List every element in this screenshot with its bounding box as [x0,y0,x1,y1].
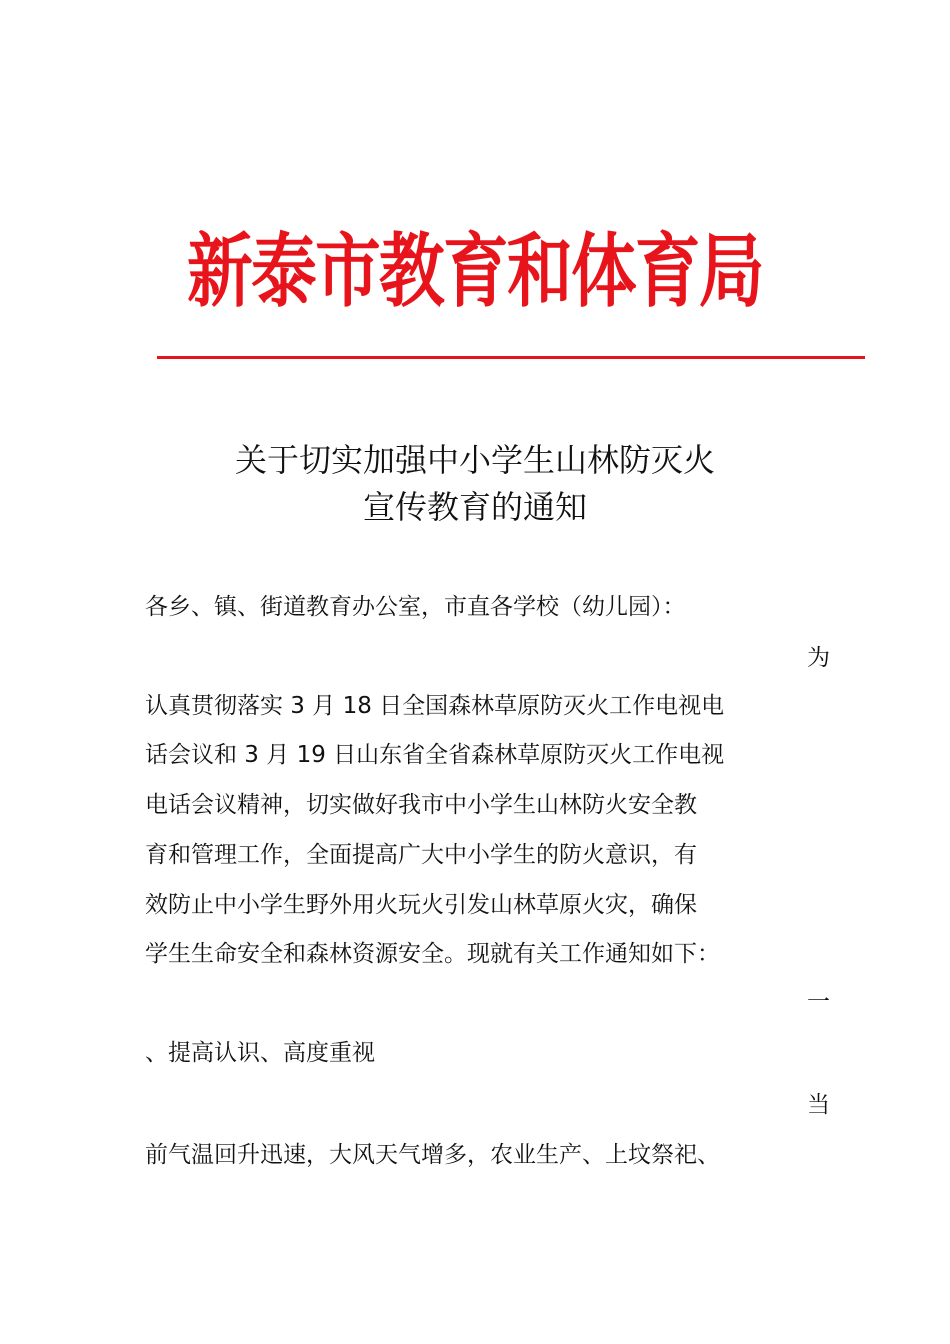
section-1-heading: 、提高认识、高度重视 [145,1040,375,1066]
paragraph-2-lead: 当 [807,1092,830,1118]
masthead-red-rule [157,356,865,359]
paragraph-1-line: 电话会议精神，切实做好我市中小学生山林防火安全教 [145,792,697,818]
paragraph-1-lead: 为 [807,645,830,671]
paragraph-1-line: 效防止中小学生野外用火玩火引发山林草原火灾，确保 [145,892,697,918]
notice-title-line-2: 宣传教育的通知 [362,488,587,526]
paragraph-1-line: 学生生命安全和森林资源安全。现就有关工作通知如下： [145,941,720,967]
section-1-lead: 一 [807,989,830,1015]
issuer-masthead: 新泰市教育和体育局 [187,225,763,318]
paragraph-1-line: 育和管理工作，全面提高广大中小学生的防火意识，有 [145,842,697,868]
paragraph-2-line: 前气温回升迅速，大风天气增多，农业生产、上坟祭祀、 [145,1142,720,1168]
salutation: 各乡、镇、街道教育办公室，市直各学校（幼儿园）： [145,594,686,620]
notice-title-line-1: 关于切实加强中小学生山林防灭火 [234,441,715,479]
paragraph-1-line: 认真贯彻落实 3 月 18 日全国森林草原防灭火工作电视电 [145,693,725,719]
paragraph-1-line: 话会议和 3 月 19 日山东省全省森林草原防灭火工作电视 [145,742,725,768]
